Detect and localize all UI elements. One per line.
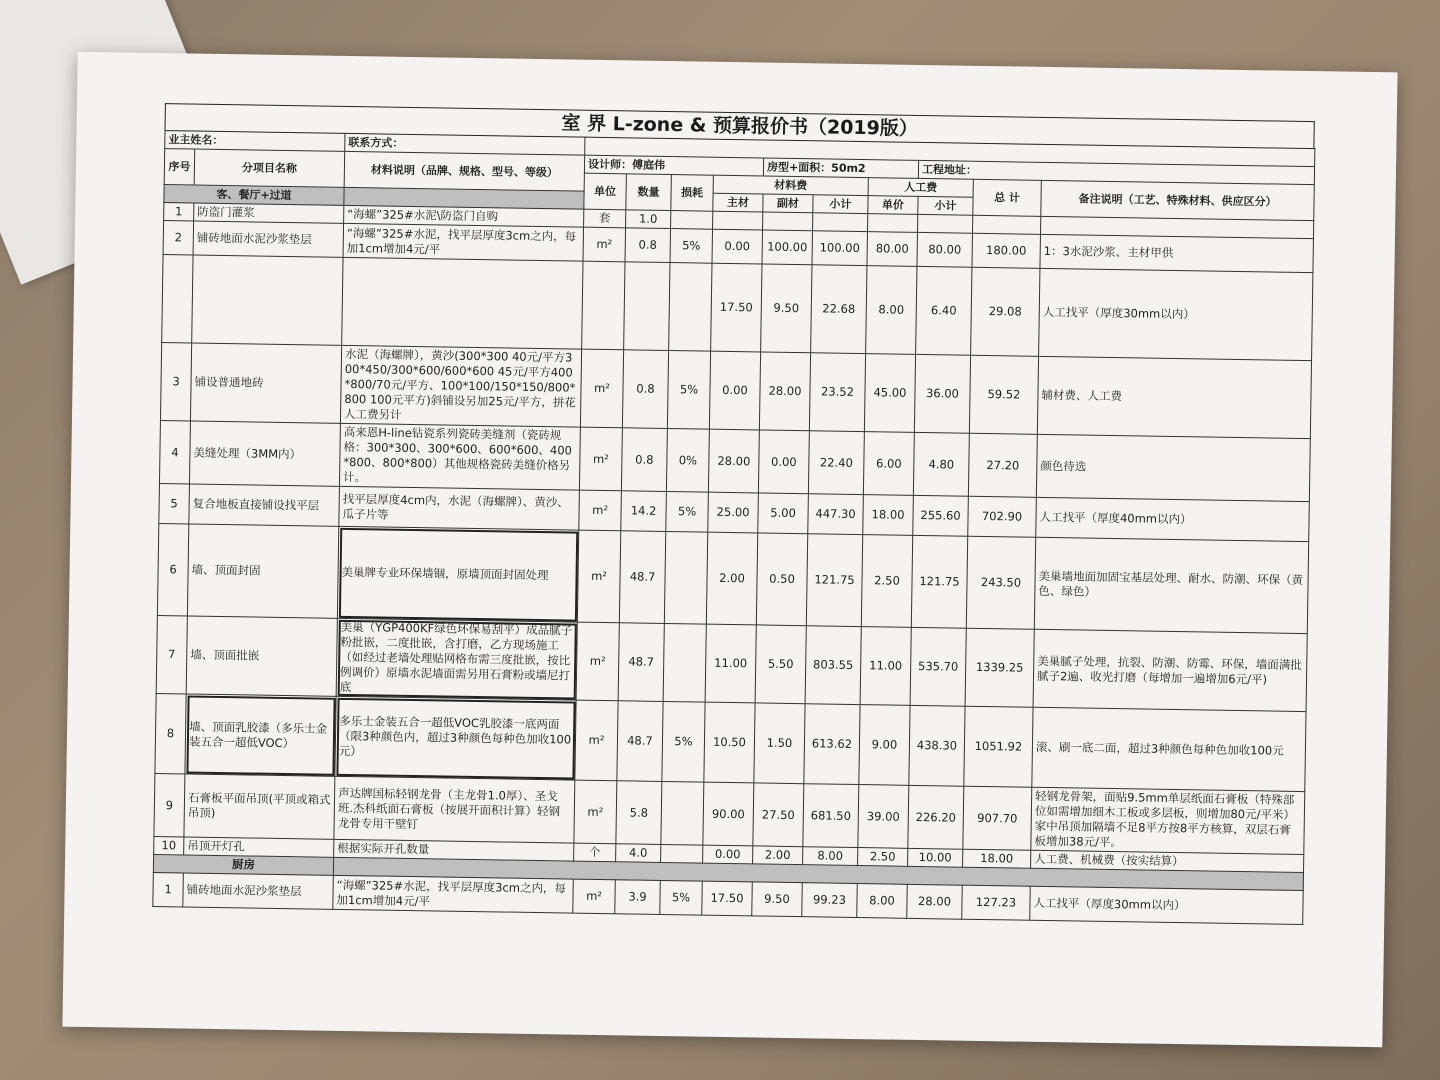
- quotation-paper: [62, 52, 1397, 1048]
- owner-label: 业主姓名：: [165, 131, 345, 152]
- row-labor-price: 18.00: [863, 495, 914, 536]
- col-labor-subtotal: 小计: [918, 196, 973, 215]
- row-item: 复合地板直接铺设找平层: [189, 484, 340, 526]
- col-labor: 人工费: [868, 178, 973, 198]
- contact-label: 联系方式：: [345, 133, 585, 155]
- row-note: 人工找平（厚度30mm以内）: [1030, 886, 1304, 924]
- row-aux: 0.00: [758, 430, 809, 494]
- row-labor-price: 9.00: [859, 705, 910, 786]
- row-material: 多乐士金装五合一超低VOC乳胶漆一底两面（限3种颜色内，超过3种颜色每种色加收100元）: [335, 696, 576, 780]
- row-qty: 0.8: [622, 350, 668, 429]
- row-qty: 48.7: [617, 701, 663, 782]
- row-note: 辅材费、人工费: [1037, 356, 1311, 438]
- row-material: 高来恩H-line钻瓷系列瓷砖美缝剂（瓷砖规格：300*300、300*600、600*600、400*800、800*800）其他规格瓷砖美缝价格另计。: [339, 423, 580, 490]
- col-unit: 单位: [584, 173, 627, 210]
- row-item: 铺设普通地砖: [190, 343, 341, 423]
- row-subtotal: 99.23: [802, 883, 858, 918]
- row-qty: 48.7: [618, 623, 664, 702]
- col-item: 分项目名称: [194, 149, 345, 187]
- row-item: 吊顶开灯孔: [184, 837, 334, 857]
- house-area: 房型+面积：50m2: [763, 158, 918, 178]
- row-aux: 100.00: [762, 230, 813, 265]
- row-loss: [661, 781, 704, 845]
- row-unit: m²: [576, 622, 619, 701]
- row-material: 美巢（YGP400KF绿色环保易刮平）成品腻子粉批嵌，二度批嵌，含打磨，乙方现场施工（如经过老墙处理贴网格布需三度批嵌，按比例调价）原墙水泥墙面需另用石膏粉或墙尼打底: [336, 618, 577, 700]
- row-main: 0.00: [712, 229, 763, 264]
- col-material-fee: 材料费: [713, 175, 868, 195]
- row-subtotal: 23.52: [809, 353, 865, 432]
- section-title: 客、餐厅+过道: [164, 185, 344, 206]
- row-qty: 48.7: [619, 531, 665, 624]
- row-unit: 个: [574, 843, 616, 862]
- row-aux: 2.00: [753, 846, 803, 865]
- row-loss: 5%: [666, 491, 709, 532]
- row-total: 18.00: [963, 849, 1031, 868]
- row-total: 1339.25: [965, 628, 1034, 707]
- row-total: [972, 215, 1040, 234]
- row-loss: 5%: [667, 351, 710, 430]
- row-labor-price: [868, 214, 918, 233]
- living-rows: [154, 203, 1314, 873]
- row-no: 3: [160, 343, 191, 421]
- row-qty: 0.8: [621, 428, 667, 492]
- row-total: 702.90: [968, 496, 1037, 537]
- row-unit: 套: [584, 209, 626, 228]
- row-aux: 5.00: [758, 493, 809, 534]
- row-main: 17.50: [711, 263, 762, 352]
- address-label: 工程地址：: [918, 160, 1314, 184]
- row-total: 29.08: [971, 267, 1040, 356]
- row-aux: 1.50: [754, 703, 805, 784]
- row-main: 25.00: [708, 492, 759, 533]
- row-qty: 0.8: [625, 228, 671, 263]
- row-labor-price: 8.00: [857, 884, 908, 919]
- row-qty: 3.9: [615, 880, 661, 915]
- col-notes: 备注说明（工艺、特殊材料、供应区分）: [1041, 180, 1315, 220]
- row-item: 美缝处理（3MM内）: [189, 421, 340, 486]
- row-note: 轻钢龙骨架，面贴9.5mm单层纸面石膏板（特殊部位如需增加细木工板或多层板，则增加80元/平米）家中吊顶加隔墙不足8平方按8平方核算，双层石膏板增加38元/平。: [1031, 787, 1305, 854]
- row-total: 27.20: [968, 433, 1037, 497]
- row-labor-subtotal: 80.00: [917, 232, 973, 267]
- row-labor-subtotal: 4.80: [913, 432, 969, 496]
- row-subtotal: 121.75: [806, 534, 862, 627]
- row-material: 找平层厚度4cm内，水泥（海螺牌）、黄沙、瓜子片等: [339, 486, 580, 530]
- row-unit: [582, 261, 625, 350]
- row-loss: 5%: [670, 229, 713, 264]
- quotation-document: [152, 103, 1314, 925]
- row-no: 8: [155, 694, 186, 774]
- row-aux: 0.50: [756, 533, 807, 626]
- section-title: 厨房: [153, 854, 333, 875]
- row-material: 水泥（海螺牌），黄沙(300*300 40元/平方300*450/300*600/600*600 45元/平方400*800/70元/平方、100*100/150*150/800*800 100元平方)斜铺设另加25元/平方，拼花人工费另计: [340, 345, 581, 427]
- row-labor-subtotal: 226.20: [908, 785, 964, 849]
- row-labor-subtotal: 121.75: [911, 535, 967, 628]
- row-labor-subtotal: 535.70: [910, 627, 966, 706]
- row-main: 2.00: [706, 532, 757, 625]
- row-no: 1: [153, 872, 184, 906]
- row-aux: 9.50: [752, 882, 803, 917]
- row-loss: [671, 211, 713, 230]
- row-subtotal: 447.30: [808, 494, 864, 535]
- row-main: 90.00: [703, 782, 754, 846]
- row-qty: 4.0: [616, 844, 661, 863]
- row-note: 滚、刷一底二面，超过3种颜色每种色加收100元: [1032, 707, 1306, 791]
- row-item: 铺砖地面水泥沙浆垫层: [183, 873, 334, 909]
- row-note: 颜色待选: [1036, 434, 1310, 501]
- row-total: 907.70: [963, 786, 1032, 850]
- row-subtotal: 100.00: [812, 231, 868, 266]
- row-note: 1：3水泥沙浆、主材甲供: [1040, 234, 1314, 272]
- row-aux: 5.50: [755, 625, 806, 704]
- row-labor-subtotal: 10.00: [908, 848, 963, 867]
- row-note: 人工费、机械费（按实结算）: [1031, 850, 1304, 872]
- row-loss: 5%: [662, 701, 705, 782]
- row-no: 9: [154, 773, 185, 836]
- row-material: “海螺”325#水泥，找平层厚度3cm之内，每加1cm增加4元/平: [333, 875, 574, 913]
- col-material: 材料说明（品牌、规格、型号、等级）: [344, 151, 585, 191]
- row-no: 7: [156, 616, 187, 694]
- col-main: 主材: [713, 193, 763, 212]
- row-no: 1: [164, 203, 194, 221]
- row-note: 人工找平（厚度40mm以内）: [1036, 497, 1310, 541]
- row-unit: m²: [579, 427, 622, 491]
- row-note: 美巢墙地面加固宝基层处理、耐水、防潮、环保（黄色、绿色）: [1034, 537, 1309, 633]
- row-unit: m²: [573, 879, 616, 914]
- row-subtotal: [813, 213, 868, 232]
- row-unit: m²: [575, 700, 618, 781]
- col-aux: 副材: [763, 194, 813, 213]
- row-labor-price: 80.00: [867, 232, 918, 267]
- row-qty: 14.2: [621, 491, 667, 532]
- row-aux: [763, 212, 813, 231]
- col-qty: 数量: [626, 174, 672, 211]
- row-labor-price: 45.00: [864, 354, 915, 433]
- row-loss: [663, 623, 706, 702]
- row-labor-subtotal: 36.00: [914, 354, 970, 433]
- row-subtotal: 613.62: [804, 704, 860, 785]
- row-main: [713, 211, 763, 230]
- row-total: 127.23: [962, 885, 1031, 920]
- table-row: [157, 524, 1308, 634]
- row-loss: [664, 531, 707, 624]
- row-labor-subtotal: 255.60: [913, 495, 969, 536]
- row-labor-price: 2.50: [858, 848, 908, 867]
- row-main: 28.00: [708, 429, 759, 493]
- row-qty: [624, 262, 670, 351]
- row-unit: m²: [579, 490, 622, 531]
- row-labor-subtotal: 438.30: [909, 705, 965, 786]
- designer: 设计师：傅庭伟: [584, 155, 763, 176]
- row-subtotal: 803.55: [805, 626, 861, 705]
- row-labor-price: 11.00: [860, 627, 911, 706]
- row-total: 59.52: [969, 355, 1038, 434]
- row-main: 0.00: [709, 351, 760, 430]
- row-loss: [669, 263, 712, 352]
- row-unit: m²: [577, 530, 620, 623]
- row-qty: 1.0: [626, 210, 671, 229]
- row-no: [162, 255, 193, 343]
- col-loss: 损耗: [671, 175, 714, 212]
- col-subtotal: 小计: [813, 195, 868, 214]
- row-labor-subtotal: [918, 214, 973, 233]
- row-no: 6: [157, 524, 188, 616]
- row-note: 美巢腻子处理，抗裂、防潮、防霉、环保，墙面满批腻子2遍、收光打磨（每增加一遍增加6元/平): [1033, 629, 1307, 711]
- row-unit: m²: [583, 227, 626, 262]
- row-total: 1051.92: [964, 706, 1033, 787]
- col-total: 总 计: [973, 179, 1042, 216]
- row-labor-price: 39.00: [858, 785, 909, 849]
- row-no: 5: [159, 484, 190, 524]
- row-item: 石膏板平面吊顶(平顶或箱式吊顶): [184, 774, 335, 839]
- row-material: [342, 257, 583, 349]
- row-main: 10.50: [704, 702, 755, 783]
- row-qty: 5.8: [616, 781, 662, 845]
- row-unit: m²: [580, 349, 623, 428]
- row-unit: m²: [574, 780, 617, 844]
- quotation-table: [152, 130, 1315, 925]
- row-labor-price: 6.00: [863, 432, 914, 496]
- row-note: 人工找平（厚度30mm以内）: [1039, 268, 1313, 360]
- row-subtotal: 681.50: [803, 784, 859, 848]
- row-item: 墙、顶面批嵌: [186, 616, 337, 696]
- row-aux: 9.50: [761, 264, 812, 353]
- row-loss: 0%: [666, 429, 709, 493]
- row-subtotal: 8.00: [803, 847, 858, 866]
- row-total: 180.00: [972, 233, 1041, 268]
- row-aux: 28.00: [759, 352, 810, 431]
- row-loss: [661, 844, 703, 863]
- row-material: 美巢牌专业环保墙锢，原墙顶面封固处理: [337, 526, 578, 622]
- row-no: 4: [159, 421, 190, 484]
- row-item: 墙、顶面封固: [187, 524, 338, 618]
- row-subtotal: 22.68: [811, 265, 867, 354]
- row-main: 11.00: [705, 624, 756, 703]
- document-title: 室 界 L-zone & 预算报价书（2019版）: [165, 103, 1315, 148]
- row-item: 铺砖地面水泥沙浆垫层: [193, 221, 344, 257]
- row-labor-subtotal: 28.00: [907, 884, 963, 919]
- row-material: 根据实际开孔数量: [334, 839, 574, 861]
- row-main: 17.50: [702, 881, 753, 916]
- row-subtotal: 22.40: [808, 431, 864, 495]
- row-labor-price: 8.00: [866, 266, 917, 355]
- row-no: 2: [163, 221, 194, 255]
- row-item: 墙、顶面乳胶漆（多乐士金装五合一超低VOC）: [185, 694, 336, 776]
- row-loss: 5%: [660, 880, 703, 915]
- row-labor-price: 2.50: [861, 535, 912, 628]
- row-total: 243.50: [966, 536, 1035, 629]
- row-labor-subtotal: 6.40: [916, 266, 972, 355]
- col-no: 序号: [164, 149, 195, 185]
- row-aux: 27.50: [753, 783, 804, 847]
- row-item: 防盗门灌浆: [194, 203, 344, 223]
- row-no: 10: [154, 836, 184, 854]
- row-main: 0.00: [703, 845, 753, 864]
- row-item: [192, 255, 343, 345]
- col-unit-price: 单价: [868, 196, 918, 215]
- row-material: “海螺”325#水泥\防盗门自购: [344, 205, 584, 227]
- row-material: “海螺”325#水泥，找平层厚度3cm之内，每加1cm增加4元/平: [343, 223, 584, 261]
- row-material: 声达牌国标轻钢龙骨（主龙骨1.0厚）、圣戈班.杰科纸面石膏板（按展开面积计算）轻钢龙骨专用干壁钉: [334, 776, 575, 843]
